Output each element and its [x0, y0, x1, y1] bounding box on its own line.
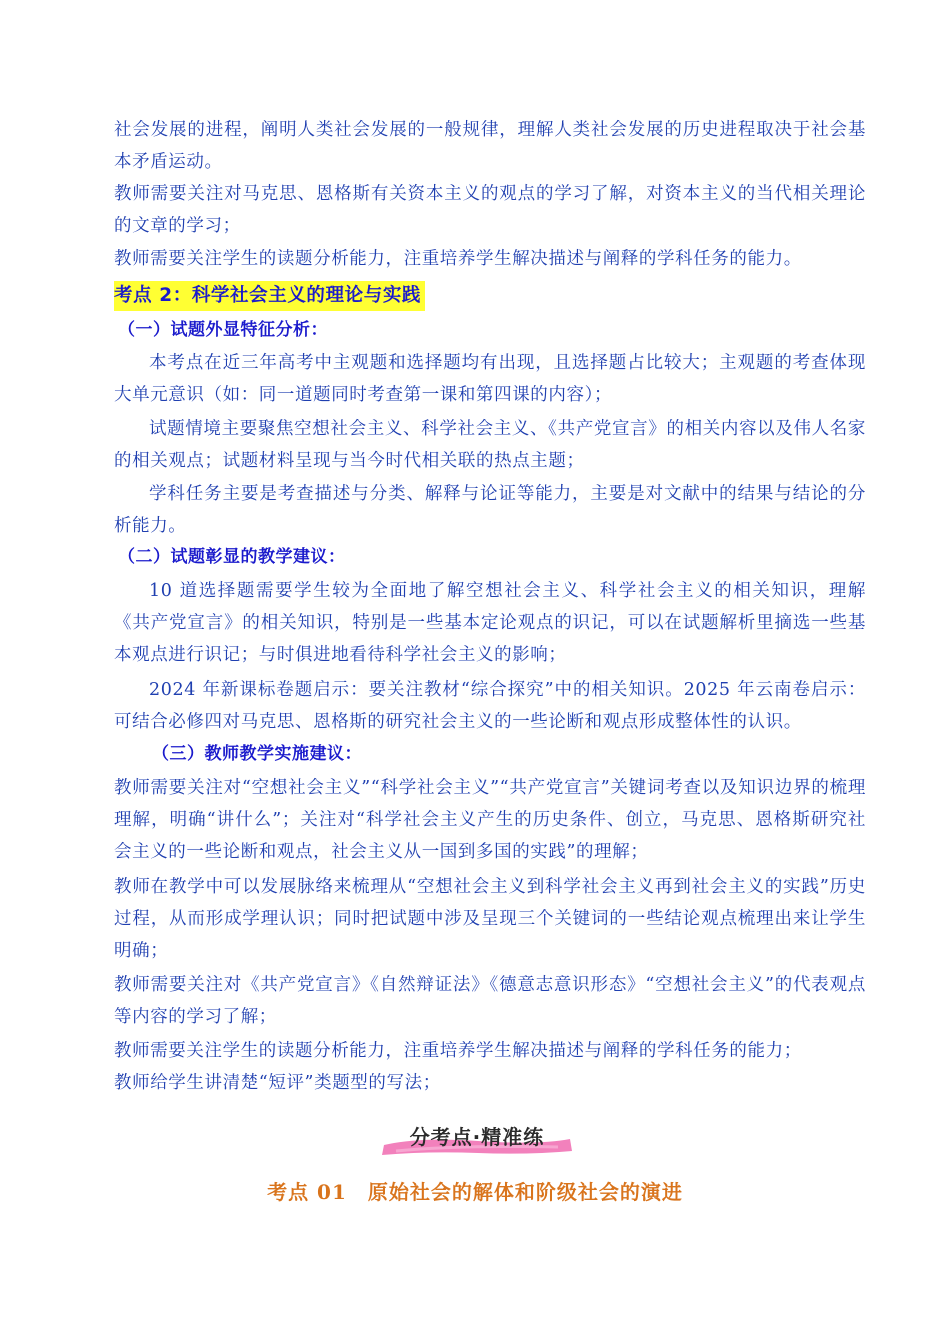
intro-paragraph-2: 教师需要关注对马克思、恩格斯有关资本主义的观点的学习了解，对资本主义的当代相关理论的文章的学习；	[114, 184, 866, 236]
subsection-1-title: （一）试题外显特征分析：	[118, 320, 328, 340]
subsection-3-paragraph: 教师需要关注对“空想社会主义”“科学社会主义”“共产党宣言”关键词考查以及知识边界的梳理理解，明确“讲什么”；关注对“科学社会主义产生的历史条件、创立，马克思、恩格斯研究社会主义的一些论断和观点，社会主义从一国到多国的实践”的理解；	[114, 778, 866, 862]
subsection-2-paragraph: 2024 年新课标卷题启示：要关注教材“综合探究”中的相关知识。2025 年云南卷启示：可结合必修四对马克思、恩格斯的研究社会主义的一些论断和观点形成整体性的认识。	[114, 680, 866, 732]
subsection-2-paragraph: 10 道选择题需要学生较为全面地了解空想社会主义、科学社会主义的相关知识，理解《共产党宣言》的相关知识，特别是一些基本定论观点的识记，可以在试题解析里摘选一些基本观点进行识记；与时俱进地看待科学社会主义的影响；	[114, 581, 866, 665]
subsection-3-paragraph: 教师需要关注对《共产党宣言》《自然辩证法》《德意志意识形态》“空想社会主义”的代表观点等内容的学习了解；	[114, 975, 866, 1027]
practice-banner	[378, 1115, 576, 1161]
section-heading: 考点 2：科学社会主义的理论与实践	[114, 281, 425, 311]
intro-paragraph-1: 社会发展的进程，阐明人类社会发展的一般规律，理解人类社会发展的历史进程取决于社会基本矛盾运动。	[114, 120, 866, 172]
banner-label: 分考点·精准练	[409, 1125, 545, 1149]
subsection-1-paragraph: 学科任务主要是考查描述与分类、解释与论证等能力，主要是对文献中的结果与结论的分析能力。	[114, 484, 866, 536]
kaodian-title: 考点 01 原始社会的解体和阶级社会的演进	[267, 1180, 683, 1204]
subsection-3-paragraph: 教师需要关注学生的读题分析能力，注重培养学生解决描述与阐释的学科任务的能力；	[114, 1041, 802, 1061]
subsection-3-paragraph: 教师在教学中可以发展脉络来梳理从“空想社会主义到科学社会主义再到社会主义的实践”历史过程，从而形成学理认识；同时把试题中涉及呈现三个关键词的一些结论观点梳理出来让学生明确；	[114, 877, 866, 961]
subsection-1-paragraph: 本考点在近三年高考中主观题和选择题均有出现，且选择题占比较大；主观题的考查体现大单元意识（如：同一道题同时考查第一课和第四课的内容）；	[114, 353, 866, 405]
intro-paragraph-3: 教师需要关注学生的读题分析能力，注重培养学生解决描述与阐释的学科任务的能力。	[114, 249, 802, 269]
subsection-3-title: （三）教师教学实施建议：	[152, 744, 362, 764]
subsection-1-paragraph: 试题情境主要聚焦空想社会主义、科学社会主义、《共产党宣言》的相关内容以及伟人名家的相关观点；试题材料呈现与当今时代相关联的热点主题；	[114, 419, 866, 471]
subsection-3-paragraph: 教师给学生讲清楚“短评”类题型的写法；	[114, 1073, 441, 1093]
subsection-2-title: （二）试题彰显的教学建议：	[118, 547, 346, 567]
